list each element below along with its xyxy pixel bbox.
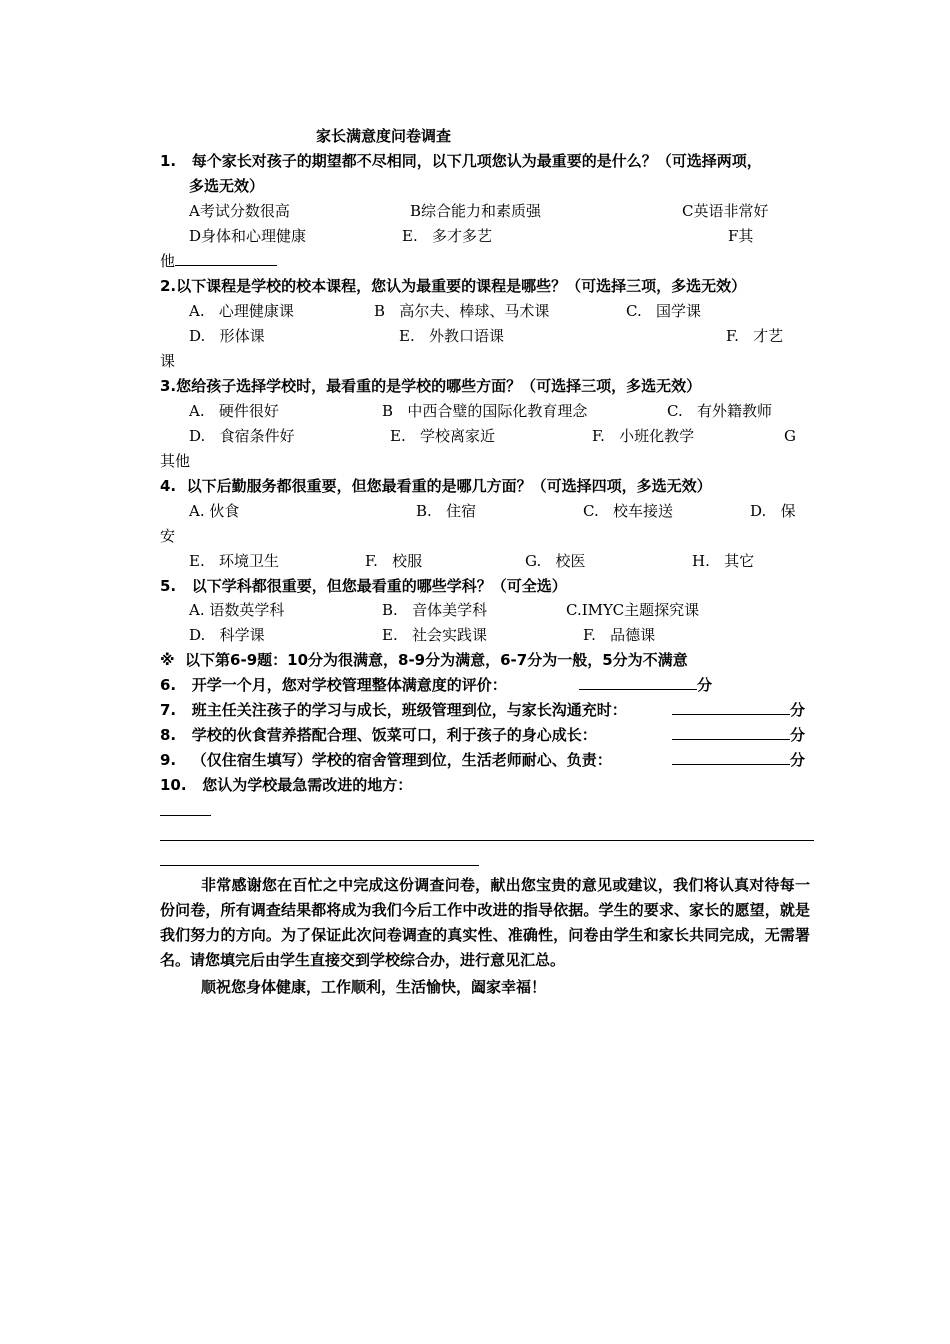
question-1-option-e[interactable]: E. 多才多艺 [402,227,493,245]
question-7-text: 7. 班主任关注孩子的学习与成长，班级管理到位，与家长沟通充时： [160,701,627,719]
question-4-option-a[interactable]: A. 伙食 [189,502,240,520]
question-8-unit: 分 [790,726,806,744]
question-9-score-blank[interactable] [672,750,790,765]
question-5-option-b[interactable]: B. 音体美学科 [382,601,488,619]
question-4-option-g[interactable]: G. 校医 [525,552,586,570]
closing-wishes: 顺祝您身体健康，工作顺利，生活愉快，阖家幸福！ [201,978,547,996]
question-1-option-f[interactable]: F其 [728,227,754,245]
question-7-score-blank[interactable] [672,700,790,715]
question-1-text-cont: 多选无效） [189,177,265,195]
question-1-other-blank[interactable] [175,251,277,266]
question-2-option-b[interactable]: B 高尔夫、棒球、马术课 [374,302,550,320]
question-1-option-f-cont-label: 他 [160,252,176,270]
question-4-option-e[interactable]: E. 环境卫生 [189,552,280,570]
question-4-option-b[interactable]: B. 住宿 [416,502,477,520]
question-3-option-g[interactable]: G [784,427,796,445]
question-4-option-f[interactable]: F. 校服 [365,552,423,570]
answer-line-3[interactable] [160,865,479,866]
question-7-answer [672,700,805,720]
question-6-text: 6. 开学一个月，您对学校管理整体满意度的评价： [160,676,507,694]
question-4-option-c[interactable]: C. 校车接送 [583,502,674,520]
question-1-option-c[interactable]: C英语非常好 [682,202,769,220]
question-2-option-e[interactable]: E. 外教口语课 [399,327,505,345]
question-3-option-d[interactable]: D. 食宿条件好 [189,427,295,445]
question-2-option-f-cont: 课 [160,352,176,370]
question-5-option-c[interactable]: C.IMYC主题探究课 [566,601,700,619]
question-6-answer [579,675,712,695]
question-7-unit: 分 [790,701,806,719]
question-2-option-a[interactable]: A. 心理健康课 [189,302,294,320]
question-3-option-f[interactable]: F. 小班化教学 [592,427,695,445]
question-4-option-d-cont: 安 [160,527,176,545]
question-1-option-d[interactable]: D身体和心理健康 [189,227,307,245]
question-1-option-b[interactable]: B综合能力和素质强 [410,202,542,220]
question-1-option-a[interactable]: A考试分数很高 [189,202,290,220]
scoring-note: ※ 以下第6-9题：10分为很满意，8-9分为满意，6-7分为一般，5分为不满意 [160,651,688,669]
question-3-option-e[interactable]: E. 学校离家近 [390,427,496,445]
question-2-text: 2.以下课程是学校的校本课程，您认为最重要的课程是哪些？（可选择三项，多选无效） [160,277,747,295]
question-6-score-blank[interactable] [579,675,697,690]
question-2-option-c[interactable]: C. 国学课 [626,302,702,320]
question-9-unit: 分 [790,751,806,769]
closing-paragraph: 非常感谢您在百忙之中完成这份调查问卷，献出您宝贵的意见或建议，我们将认真对待每一份问卷，所有调查结果都将成为我们今后工作中改进的指导依据。学生的要求、家长的愿望，就是我们努力的方向。为了保证此次问卷调查的真实性、准确性，问卷由学生和家长共同完成，无需署名。请您填完后由学生直接交到学校综合办，进行意见汇总。 [160,876,810,969]
question-8-score-blank[interactable] [672,725,790,740]
answer-line-2[interactable] [160,840,814,841]
question-3-option-a[interactable]: A. 硬件很好 [189,402,279,420]
question-1-option-f-cont [160,251,277,271]
question-6-unit: 分 [697,676,713,694]
answer-line-1[interactable] [160,815,211,816]
question-9-text: 9. （仅住宿生填写）学校的宿舍管理到位，生活老师耐心、负责： [160,751,612,769]
page-title: 家长满意度问卷调查 [316,127,452,145]
question-2-option-d[interactable]: D. 形体课 [189,327,265,345]
question-10-text: 10. 您认为学校最急需改进的地方： [160,776,413,794]
question-4-option-h[interactable]: H. 其它 [692,552,755,570]
question-3-option-g-cont: 其他 [160,452,191,470]
question-8-text: 8. 学校的伙食营养搭配合理、饭菜可口，利于孩子的身心成长： [160,726,597,744]
question-2-option-f[interactable]: F. 才艺 [726,327,784,345]
question-5-option-f[interactable]: F. 品德课 [583,626,656,644]
question-5-option-d[interactable]: D. 科学课 [189,626,265,644]
question-3-option-c[interactable]: C. 有外籍教师 [667,402,773,420]
question-4-text: 4. 以下后勤服务都很重要，但您最看重的是哪几方面？（可选择四项，多选无效） [160,477,712,495]
question-9-answer [672,750,805,770]
question-5-option-e[interactable]: E. 社会实践课 [382,626,488,644]
question-4-option-d[interactable]: D. 保 [750,502,796,520]
question-1-text: 1. 每个家长对孩子的期望都不尽相同，以下几项您认为最重要的是什么？（可选择两项， [160,152,762,170]
question-8-answer [672,725,805,745]
question-3-option-b[interactable]: B 中西合璧的国际化教育理念 [382,402,588,420]
question-5-text: 5. 以下学科都很重要，但您最看重的哪些学科？（可全选） [160,577,567,595]
question-5-option-a[interactable]: A. 语数英学科 [189,601,285,619]
question-3-text: 3.您给孩子选择学校时，最看重的是学校的哪些方面？（可选择三项，多选无效） [160,377,702,395]
